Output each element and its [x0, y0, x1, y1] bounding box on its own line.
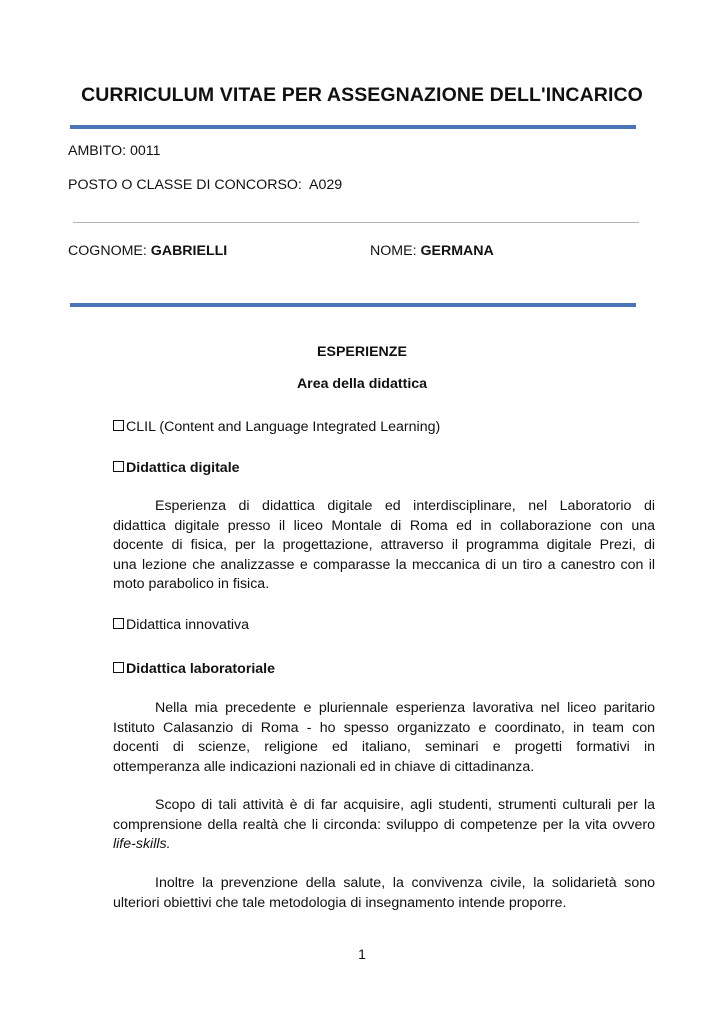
ambito-value: 0011 [130, 143, 161, 159]
checkbox-icon [113, 420, 124, 431]
paragraph-line: ulteriori obiettivi che tale metodologia di insegnamento intende proporre. [113, 894, 567, 911]
paragraph-line: Inoltre la prevenzione della salute, la convivenza civile, la solidarietà sono [155, 875, 655, 891]
paragraph-line: Istituto Calasanzio di Roma - ho spesso organizzato e coordinato, in team con [113, 719, 655, 736]
nome-field [370, 241, 494, 261]
item-didattica-laboratoriale-label: Didattica laboratoriale [126, 661, 276, 677]
nome-value: GERMANA [420, 243, 494, 259]
posto-value: A029 [309, 177, 343, 193]
paragraph-didattica-digitale [113, 497, 655, 595]
paragraph-line: ottemperanza alle indicazioni nazionali ed in chiave di cittadinanza. [113, 758, 535, 775]
ambito-field [68, 141, 161, 161]
cognome-field [68, 241, 227, 261]
section-heading: ESPERIENZE [317, 344, 407, 360]
paragraph-line: una lezione che analizzasse e comparasse la meccanica di un tiro a canestro con il [113, 556, 655, 573]
paragraph-line: docenti di scienze, religione ed italiano, seminari e progetti formativi in [113, 739, 655, 756]
paragraph-inoltre [113, 874, 655, 913]
item-didattica-digitale [113, 458, 240, 478]
item-didattica-innovativa-label: Didattica innovativa [126, 617, 250, 633]
paragraph-scopo [113, 796, 655, 855]
ambito-label: AMBITO: [68, 143, 127, 159]
cognome-value: GABRIELLI [150, 243, 228, 259]
title-divider [70, 125, 636, 129]
paragraph-line: Esperienza di didattica digitale ed interdisciplinare, nel Laboratorio di [155, 498, 655, 514]
item-clil [113, 417, 440, 437]
page-number: 1 [358, 946, 366, 962]
checkbox-icon [113, 461, 124, 472]
paragraph-line-italic [113, 835, 655, 855]
item-didattica-innovativa [113, 615, 249, 635]
posto-field [68, 175, 342, 195]
document-title: CURRICULUM VITAE PER ASSEGNAZIONE DELL'INCARICO [81, 84, 643, 106]
name-divider [70, 303, 636, 307]
paragraph-line: docente di fisica, per la progettazione, attraverso il programma digitale Prezi, di [113, 537, 655, 554]
paragraph-line: Nella mia precedente e pluriennale esperienza lavorativa nel liceo paritario [155, 700, 655, 716]
item-didattica-digitale-label: Didattica digitale [126, 460, 240, 476]
paragraph-line: moto parabolico in fisica. [113, 576, 270, 593]
paragraph-laboratoriale [113, 699, 655, 777]
checkbox-icon [113, 618, 124, 629]
item-clil-label: CLIL (Content and Language Integrated Learning) [126, 419, 441, 435]
paragraph-line: didattica digitale presso il liceo Montale di Roma ed in collaborazione con una [113, 517, 655, 534]
posto-label: POSTO O CLASSE DI CONCORSO: [68, 177, 302, 193]
paragraph-line: comprensione della realtà che li circonda: sviluppo di competenze per la vita ovvero [113, 816, 655, 833]
checkbox-icon [113, 662, 124, 673]
paragraph-line: Scopo di tali attività è di far acquisire, agli studenti, strumenti culturali per la [155, 797, 655, 813]
nome-label: NOME: [370, 243, 417, 259]
cognome-label: COGNOME: [68, 243, 147, 259]
item-didattica-laboratoriale [113, 659, 275, 679]
section-subheading: Area della didattica [296, 376, 428, 392]
life-skills-text: life-skills. [113, 836, 171, 853]
field-divider [73, 222, 639, 223]
